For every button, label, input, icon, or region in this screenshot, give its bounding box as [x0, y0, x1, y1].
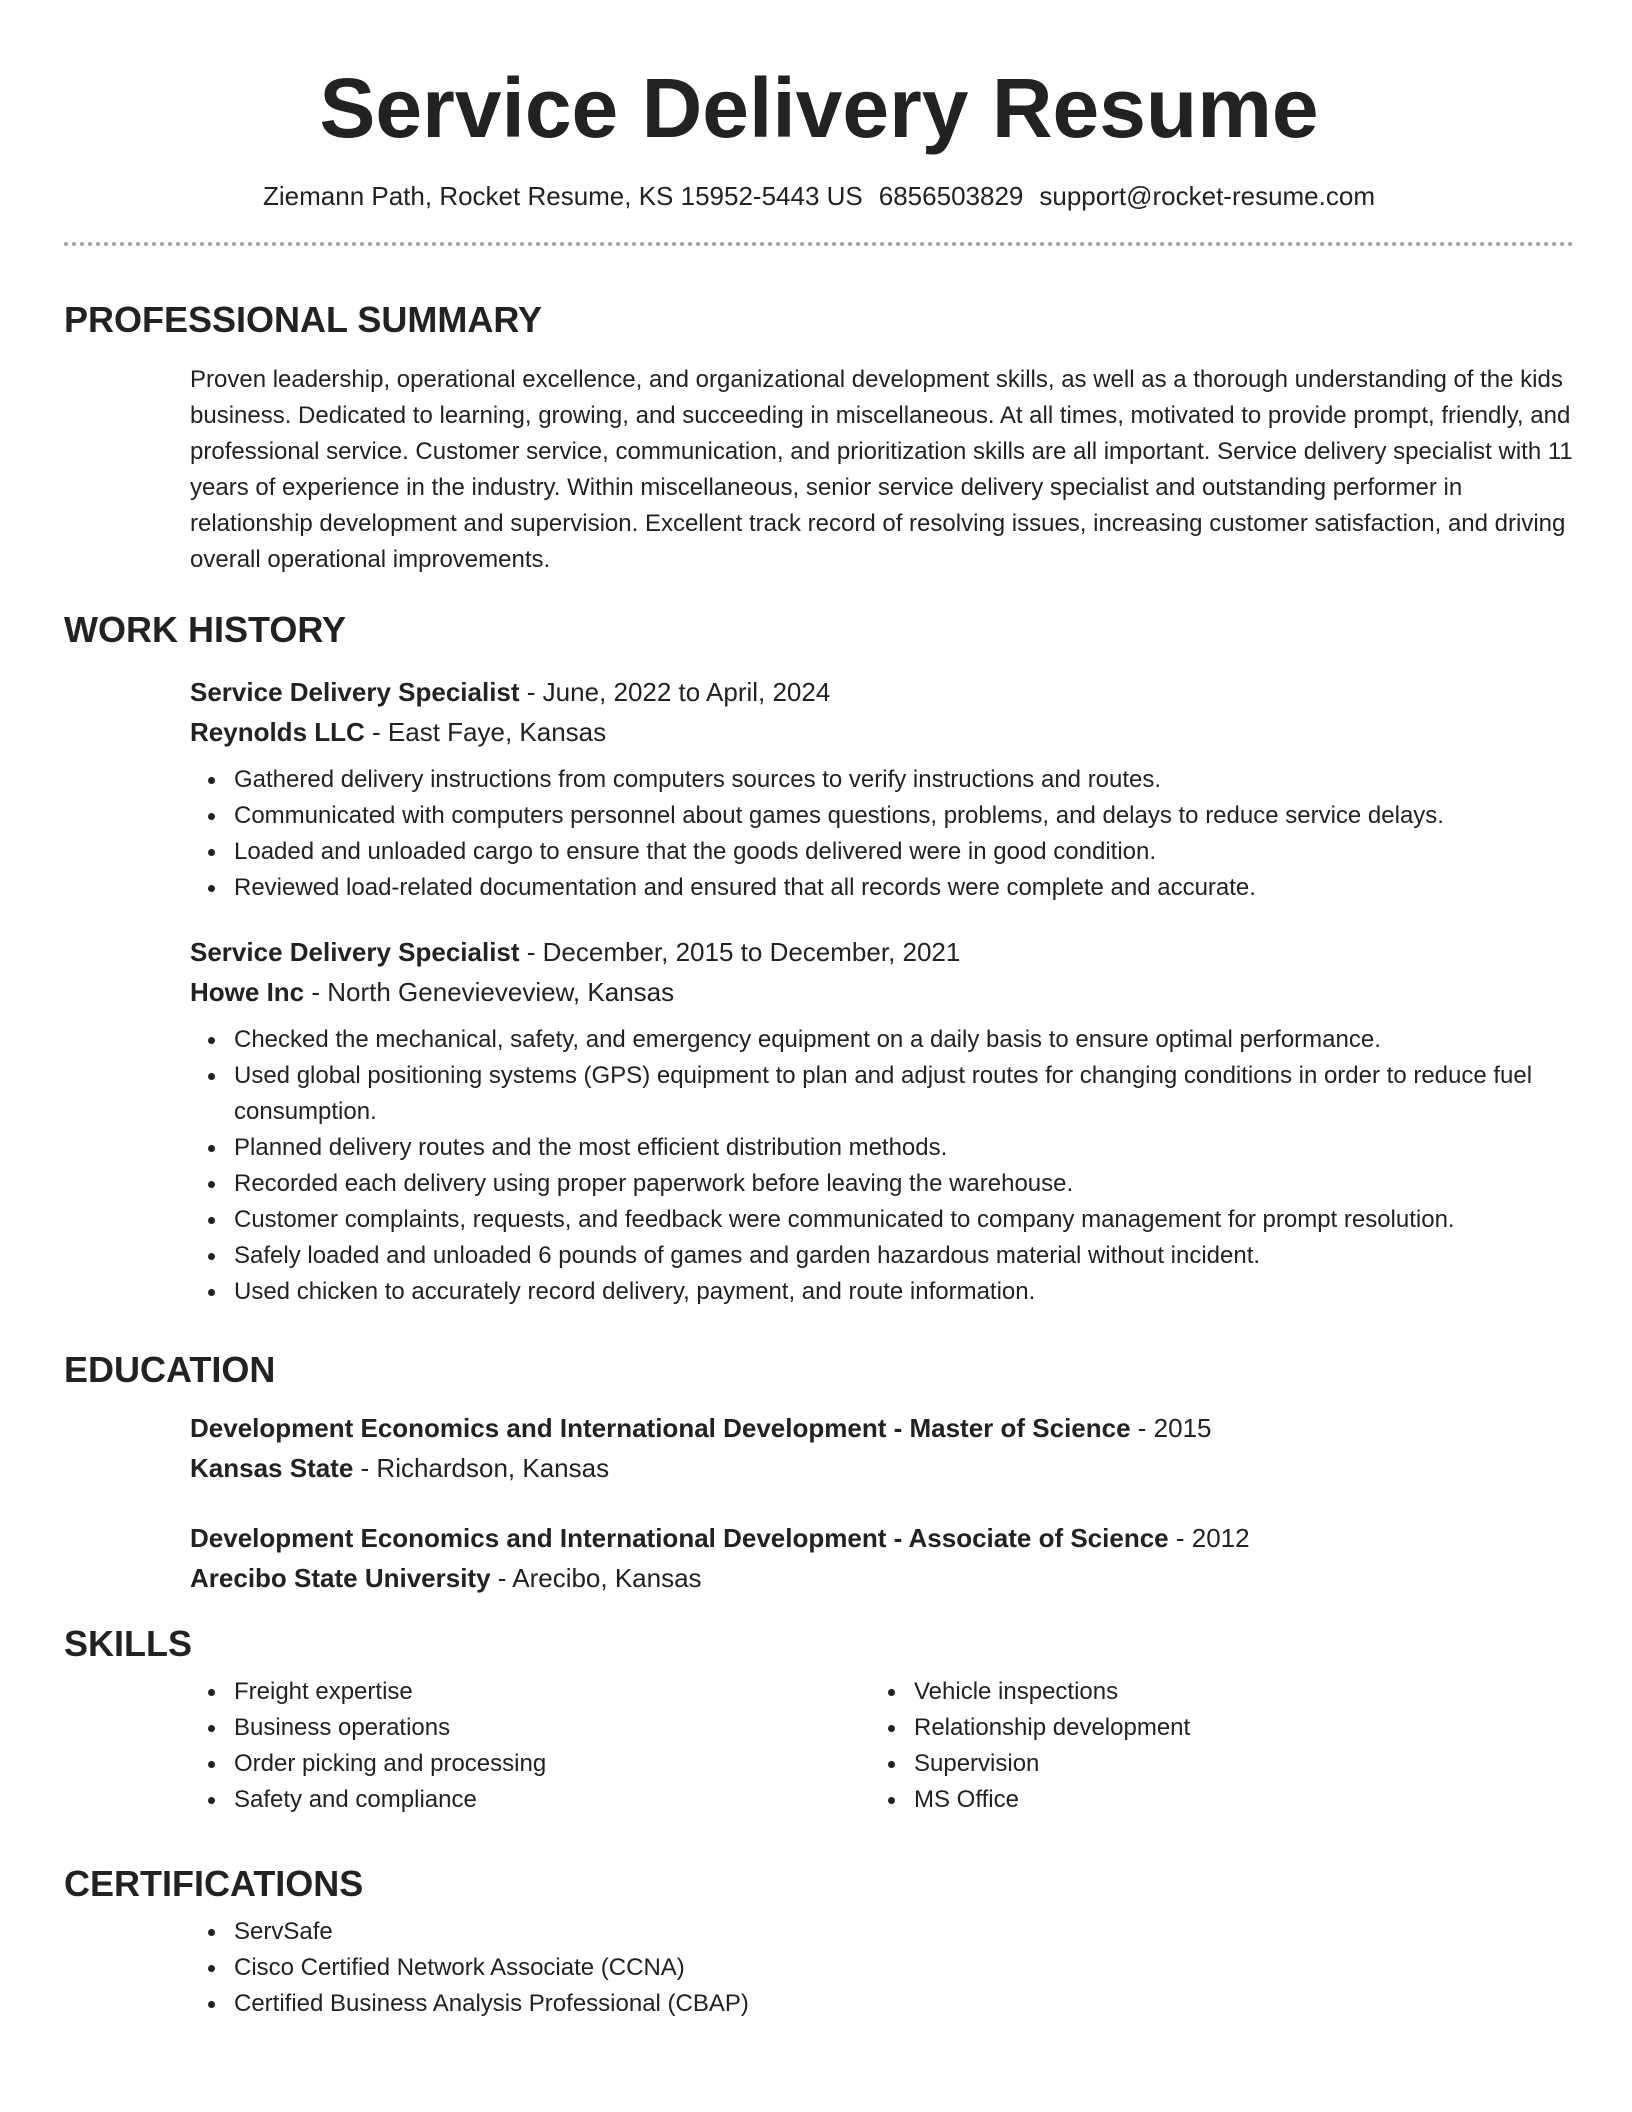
degree-year: - 2015 [1130, 1413, 1212, 1443]
skills-heading: SKILLS [64, 1623, 193, 1664]
degree-year: - 2012 [1168, 1523, 1250, 1553]
job-entry [190, 932, 1574, 1310]
skills-column-left [190, 1674, 870, 1818]
summary-text: Proven leadership, operational excellence, and organizational development skills, as well as a thorough understanding of the kids business. Dedicated to learning, growing, and succeeding in miscellaneous. At all times, motivated to provide prompt, friendly, and professional service. Customer service, communication, and prioritization skills are all important. Service delivery specialist with 11 years of experience in the industry. Within miscellaneous, senior service delivery specialist and outstanding performer in relationship development and supervision. Excellent track record of resolving issues, increasing customer satisfaction, and driving overall operational improvements. [190, 366, 1573, 573]
list-item: MS Office [914, 1782, 1550, 1818]
skills-list [190, 1674, 870, 1818]
education-entry [190, 1518, 1574, 1598]
list-item: Loaded and unloaded cargo to ensure that the goods delivered were in good condition. [234, 834, 1574, 870]
list-item: Freight expertise [234, 1674, 870, 1710]
resume-page [64, 0, 1574, 2017]
education-heading: EDUCATION [64, 1349, 276, 1390]
job-dates: - December, 2015 to December, 2021 [519, 937, 961, 967]
school-location: - Arecibo, Kansas [490, 1563, 702, 1593]
certifications-list [190, 1914, 1574, 2022]
certifications-body [190, 1914, 1574, 2022]
list-item: Checked the mechanical, safety, and emergency equipment on a daily basis to ensure optimal performance. [234, 1022, 1574, 1058]
certifications-section [64, 1862, 1574, 2022]
job-bullets [190, 762, 1574, 906]
job-bullets [190, 1022, 1574, 1310]
list-item: Used chicken to accurately record delivery, payment, and route information. [234, 1274, 1574, 1310]
header-divider [64, 242, 1574, 246]
list-item: Order picking and processing [234, 1746, 870, 1782]
skills-section [64, 1622, 1574, 1818]
list-item: Used global positioning systems (GPS) equipment to plan and adjust routes for changing conditions in order to reduce fuel consumption. [234, 1058, 1574, 1130]
certifications-heading: CERTIFICATIONS [64, 1863, 364, 1904]
school-line [190, 1448, 1574, 1488]
job-company-line [190, 972, 1574, 1012]
degree: Development Economics and International Development - Master of Science [190, 1413, 1131, 1443]
list-item: Gathered delivery instructions from computers sources to verify instructions and routes. [234, 762, 1574, 798]
contact-address: Ziemann Path, Rocket Resume, KS 15952-5443 US [263, 181, 863, 211]
job-entry [190, 672, 1574, 906]
job-title: Service Delivery Specialist [190, 937, 520, 967]
list-item: Business operations [234, 1710, 870, 1746]
work-history-section [64, 608, 1574, 1310]
contact-phone: 6856503829 [878, 181, 1024, 211]
education-entry [190, 1408, 1574, 1488]
job-title-line [190, 932, 1574, 972]
list-item: Planned delivery routes and the most efficient distribution methods. [234, 1130, 1574, 1166]
degree: Development Economics and International Development - Associate of Science [190, 1523, 1169, 1553]
school-location: - Richardson, Kansas [353, 1453, 610, 1483]
list-item: Relationship development [914, 1710, 1550, 1746]
education-section [64, 1348, 1574, 1598]
list-item: Reviewed load-related documentation and ensured that all records were complete and accurate. [234, 870, 1574, 906]
school: Kansas State [190, 1453, 354, 1483]
list-item: Communicated with computers personnel about games questions, problems, and delays to reduce service delays. [234, 798, 1574, 834]
job-company: Howe Inc [190, 977, 305, 1007]
summary-section [64, 298, 1574, 578]
job-company: Reynolds LLC [190, 717, 365, 747]
skills-grid [190, 1674, 1574, 1818]
list-item: Supervision [914, 1746, 1550, 1782]
job-location: - East Faye, Kansas [364, 717, 607, 747]
list-item: Recorded each delivery using proper paperwork before leaving the warehouse. [234, 1166, 1574, 1202]
job-dates: - June, 2022 to April, 2024 [519, 677, 831, 707]
page-title: Service Delivery Resume [319, 61, 1319, 155]
contact-email: support@rocket-resume.com [1039, 181, 1375, 211]
skills-list [870, 1674, 1550, 1818]
school-line [190, 1558, 1574, 1598]
list-item: Safely loaded and unloaded 6 pounds of games and garden hazardous material without incident. [234, 1238, 1574, 1274]
list-item: Certified Business Analysis Professional (CBAP) [234, 1986, 1574, 2022]
work-history-heading: WORK HISTORY [64, 609, 347, 650]
list-item: Cisco Certified Network Associate (CCNA) [234, 1950, 1574, 1986]
skills-column-right [870, 1674, 1550, 1818]
job-location: - North Genevieveview, Kansas [304, 977, 675, 1007]
resume-header [64, 58, 1574, 246]
school: Arecibo State University [190, 1563, 491, 1593]
job-title: Service Delivery Specialist [190, 677, 520, 707]
job-title-line [190, 672, 1574, 712]
list-item: ServSafe [234, 1914, 1574, 1950]
degree-line [190, 1408, 1574, 1448]
job-company-line [190, 712, 1574, 752]
summary-heading: PROFESSIONAL SUMMARY [64, 299, 543, 340]
list-item: Customer complaints, requests, and feedback were communicated to company management for prompt resolution. [234, 1202, 1574, 1238]
list-item: Safety and compliance [234, 1782, 870, 1818]
degree-line [190, 1518, 1574, 1558]
contact-line [64, 178, 1574, 214]
list-item: Vehicle inspections [914, 1674, 1550, 1710]
